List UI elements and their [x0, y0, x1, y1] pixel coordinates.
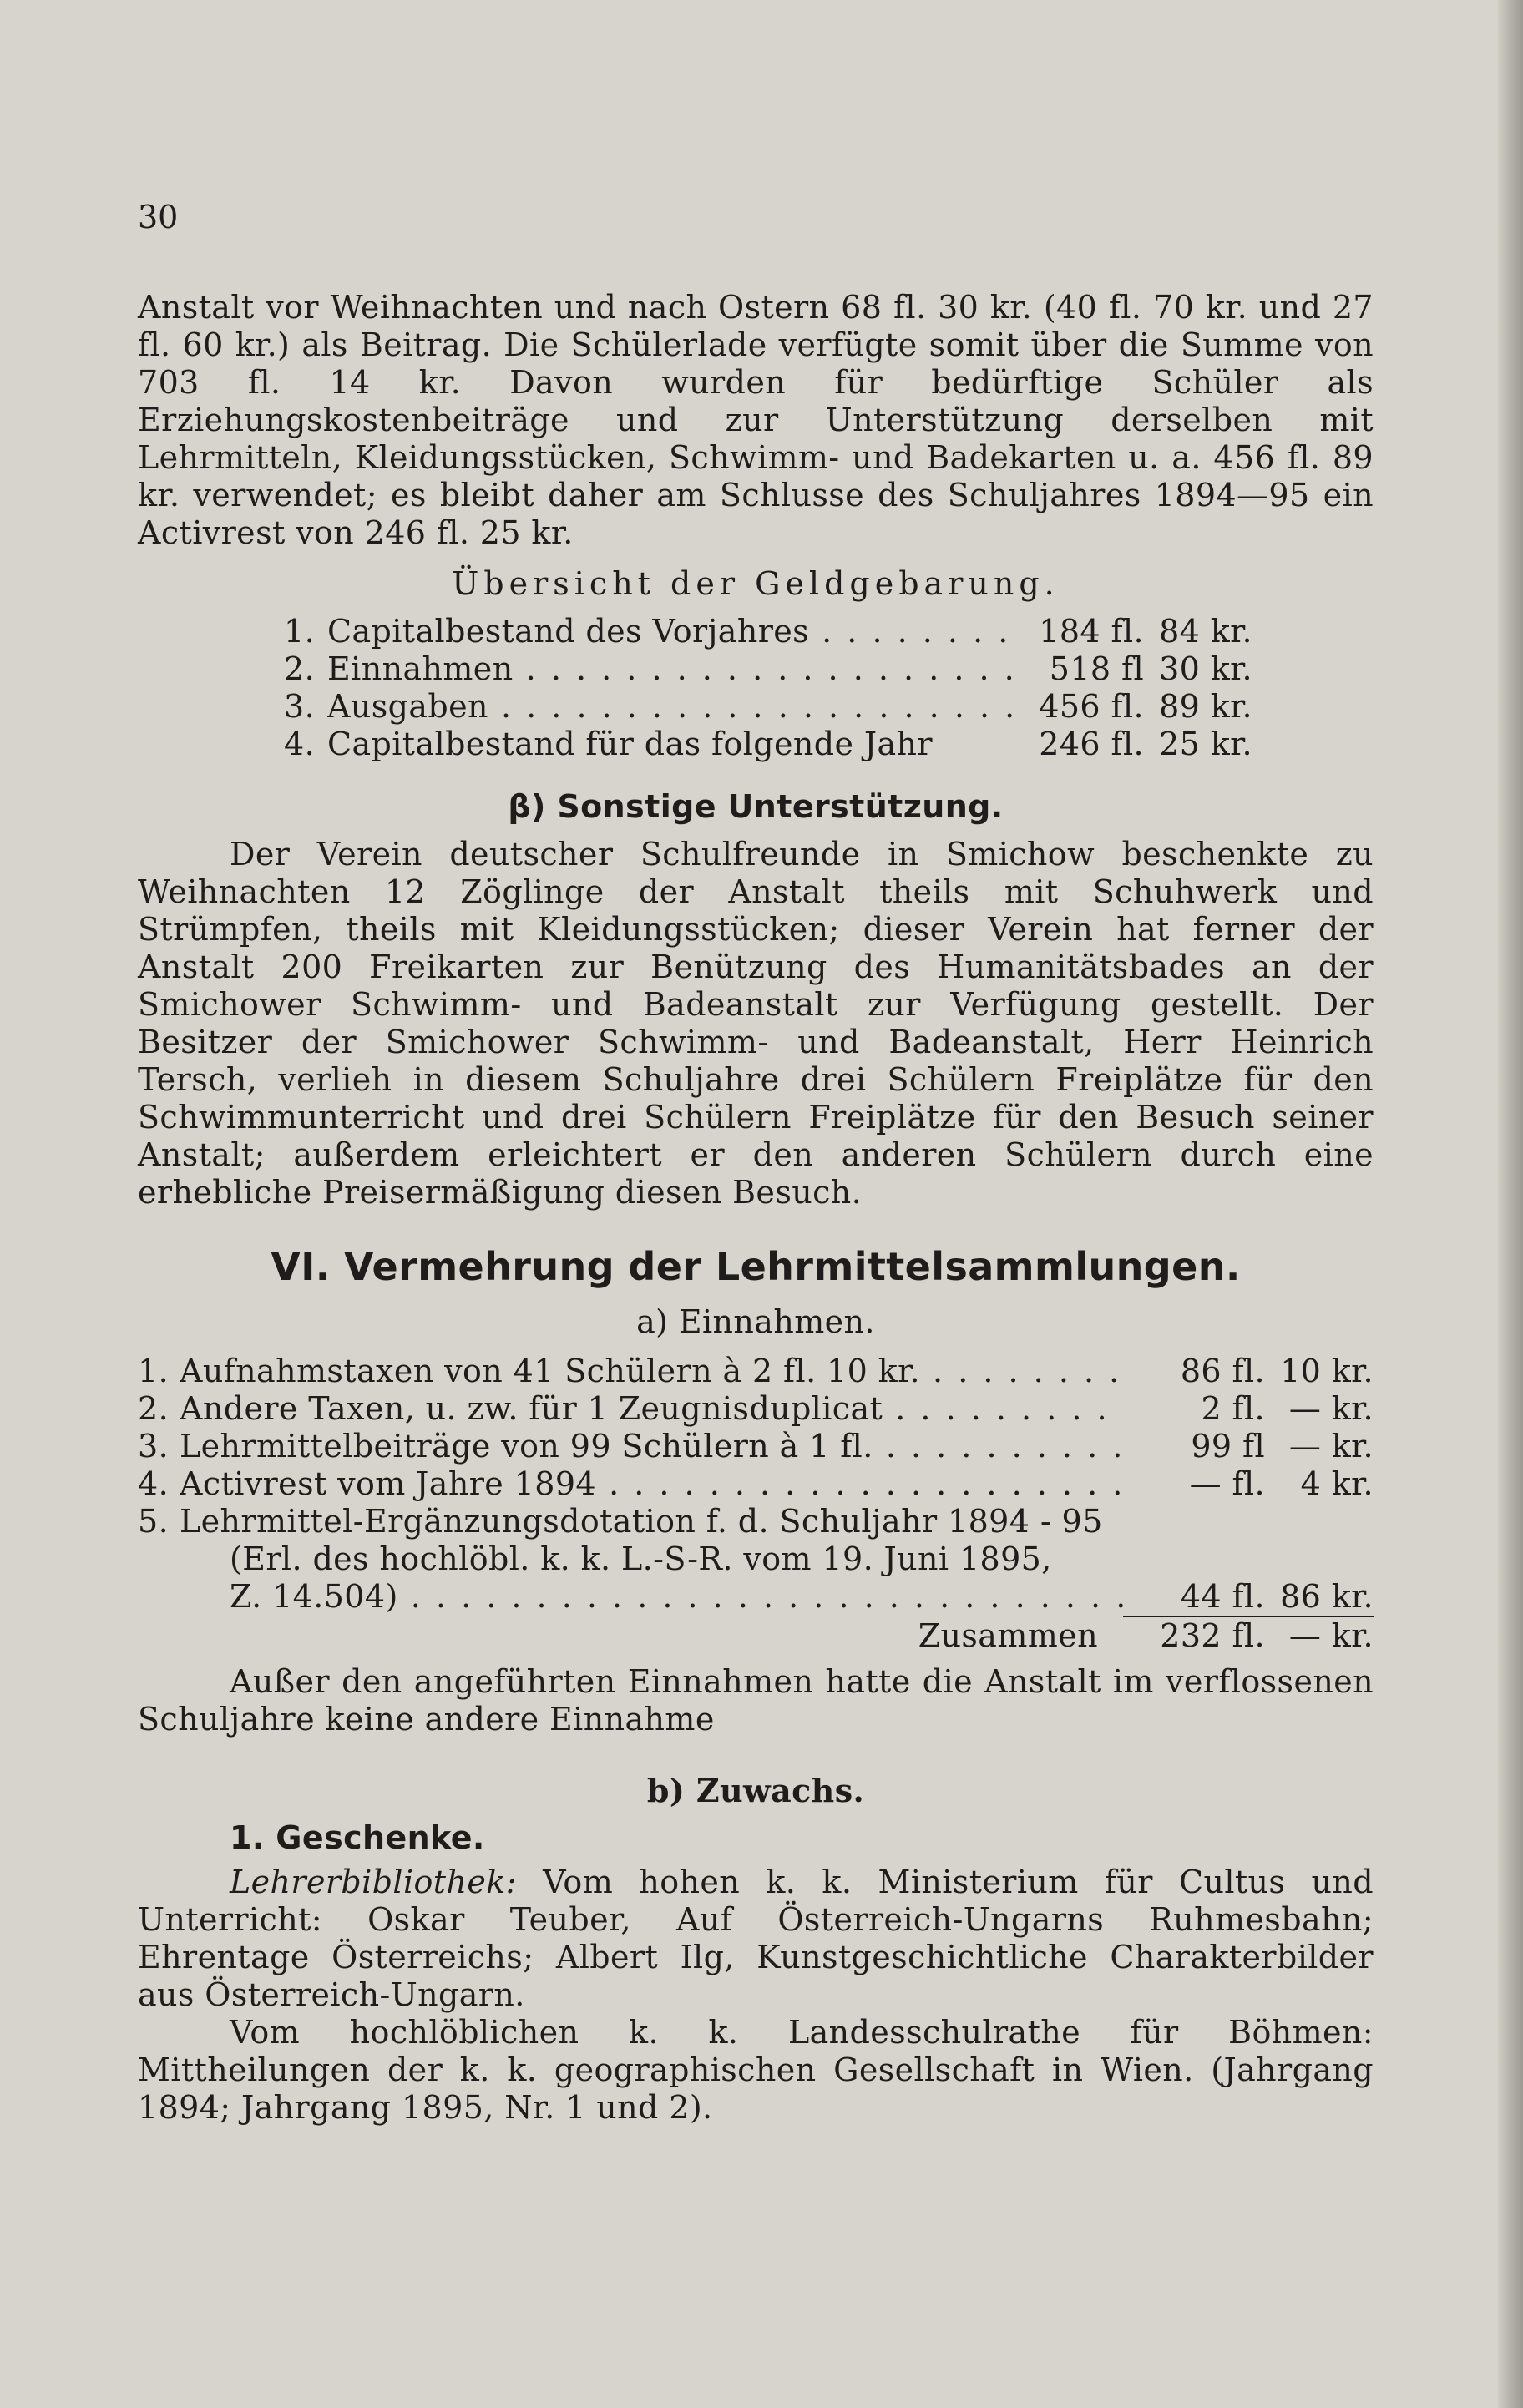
row-kreuzer: 25 kr. — [1159, 726, 1252, 762]
row-label: (Erl. des hochlöbl. k. k. L.-S-R. vom 19. Juni 1895, — [230, 1540, 1052, 1577]
total-kreuzer: — kr. — [1265, 1616, 1374, 1655]
geschenke-heading: 1. Geschenke. — [230, 1819, 485, 1856]
zuwachs-heading: b) Zuwachs. — [646, 1772, 865, 1809]
row-kreuzer: — kr. — [1288, 1390, 1374, 1427]
row-florin: 456 fl. — [1039, 688, 1144, 725]
total-label: Zusammen — [918, 1617, 1098, 1654]
table-total-row — [138, 1616, 1374, 1655]
row-number: 1. — [138, 1353, 170, 1389]
page-edge-shadow — [1498, 0, 1523, 2408]
row-florin: 86 fl. — [1180, 1353, 1265, 1389]
lehrerbibliothek-text: Vom hohen k. k. Ministerium für Cultus und Unterricht: Oskar Teuber, Auf Österreich-Ungarns Ruhmesbahn; Ehrentage Österreichs; Albert Ilg, Kunstgeschichtliche Charakterbilder aus Österreich-Ungarn. — [138, 1864, 1374, 2013]
paragraph-einnahmen-note: Außer den angeführten Einnahmen hatte die Anstalt im verflossenen Schuljahre keine andere Einnahme — [138, 1663, 1374, 1738]
table-row — [138, 1428, 1374, 1465]
table-row — [138, 1353, 1374, 1390]
row-kreuzer: 30 kr. — [1159, 650, 1252, 687]
row-number: 2. — [284, 650, 316, 687]
table-row — [138, 1503, 1374, 1540]
row-kreuzer: 10 kr. — [1280, 1353, 1374, 1389]
row-label: Andere Taxen, u. zw. für 1 Zeugnisduplicat . . . — [180, 1390, 1123, 1428]
section-vi-heading: VI. Vermehrung der Lehrmittelsammlungen. — [271, 1244, 1241, 1289]
row-number: 4. — [138, 1465, 170, 1502]
page-content — [138, 200, 1374, 2127]
row-florin: 246 fl. — [1039, 726, 1144, 762]
row-label: Einnahmen . . . — [327, 650, 1019, 688]
paragraph-schuelerlade: Anstalt vor Weihnachten und nach Ostern 68 fl. 30 kr. (40 fl. 70 kr. und 27 fl. 60 kr.) als Beitrag. Die Schülerlade verfügte somit über die Summe von 703 fl. 14 kr. Davon wurden für bedürftige Schüler als Erziehungskostenbeiträge und zur Unterstützung derselben mit Lehrmitteln, Kleidungsstücken, Schwimm- und Badekarten u. a. 456 fl. 89 kr. verwendet; es bleibt daher am Schlusse des Schuljahres 1894—95 ein Activrest von 246 fl. 25 kr. — [138, 289, 1374, 551]
row-label: Capitalbestand des Vorjahres . . . — [327, 613, 1019, 650]
row-label: Capitalbestand für das folgende Jahr — [327, 726, 933, 762]
total-florin: 232 fl. — [1123, 1616, 1265, 1655]
row-florin: 99 fl — [1191, 1428, 1265, 1465]
row-label: Lehrmittelbeiträge von 99 Schülern à 1 fl. . . . — [180, 1428, 1123, 1465]
table-row — [284, 688, 1252, 726]
table-row-continuation — [138, 1540, 1374, 1578]
row-label: Z. 14.504) . . . — [230, 1578, 1123, 1616]
table-row — [284, 650, 1252, 688]
row-number: 3. — [284, 688, 316, 725]
sonstige-heading: β) Sonstige Unterstützung. — [508, 788, 1004, 825]
row-number: 1. — [284, 613, 316, 650]
row-florin: — fl. — [1189, 1465, 1265, 1502]
row-florin: 184 fl. — [1039, 613, 1144, 650]
lehrerbibliothek-label: Lehrerbibliothek: — [230, 1864, 517, 1900]
row-florin: 2 fl. — [1201, 1390, 1265, 1427]
einnahmen-table — [138, 1353, 1374, 1655]
paragraph-sonstige: Der Verein deutscher Schulfreunde in Smichow beschenkte zu Weihnachten 12 Zöglinge der Anstalt theils mit Schuhwerk und Strümpfen, theils mit Kleidungsstücken; dieser Verein hat ferner der Anstalt 200 Freikarten zur Benützung des Humanitätsbades an der Smichower Schwimm- und Badeanstalt zur Verfügung gestellt. Der Besitzer der Smichower Schwimm- und Badeanstalt, Herr Heinrich Tersch, verlieh in diesem Schuljahre drei Schülern Freiplätze für den Schwimmunterricht und drei Schülern Freiplätze für den Besuch seiner Anstalt; außerdem erleichtert er den anderen Schülern durch eine erhebliche Preisermäßigung diesen Besuch. — [138, 836, 1374, 1211]
row-label: Ausgaben . . . — [327, 688, 1019, 726]
page-number: 30 — [138, 199, 179, 235]
row-number: 5. — [138, 1503, 170, 1540]
table-row — [284, 726, 1252, 763]
paragraph-lehrerbibliothek — [138, 1864, 1374, 2014]
geldgebarung-table — [284, 613, 1252, 763]
paragraph-landesschulrath: Vom hochlöblichen k. k. Landesschulrathe für Böhmen: Mittheilungen der k. k. geographischen Gesellschaft in Wien. (Jahrgang 1894; Jahrgang 1895, Nr. 1 und 2). — [138, 2014, 1374, 2126]
table-row-continuation — [138, 1578, 1374, 1616]
row-label: Activrest vom Jahre 1894 . . . — [180, 1465, 1123, 1503]
row-florin: 44 fl. — [1180, 1578, 1265, 1615]
row-number: 3. — [138, 1428, 170, 1465]
row-number: 4. — [284, 726, 316, 762]
row-kreuzer: 89 kr. — [1159, 688, 1252, 725]
einnahmen-heading: a) Einnahmen. — [636, 1303, 875, 1340]
row-kreuzer: — kr. — [1288, 1428, 1374, 1465]
table-row — [138, 1465, 1374, 1503]
row-label: Aufnahmstaxen von 41 Schülern à 2 fl. 10 kr. . . . — [180, 1353, 1123, 1390]
row-kreuzer: 84 kr. — [1159, 613, 1252, 650]
row-kreuzer: 4 kr. — [1300, 1465, 1374, 1502]
row-number: 2. — [138, 1390, 170, 1427]
row-kreuzer: 86 kr. — [1280, 1578, 1374, 1615]
row-florin: 518 fl — [1049, 650, 1144, 687]
geldgebarung-heading: Übersicht der Geldgebarung. — [452, 565, 1060, 602]
row-label: Lehrmittel-Ergänzungsdotation f. d. Schuljahr 1894 - 95 — [180, 1503, 1103, 1540]
table-row — [284, 613, 1252, 650]
table-row — [138, 1390, 1374, 1428]
